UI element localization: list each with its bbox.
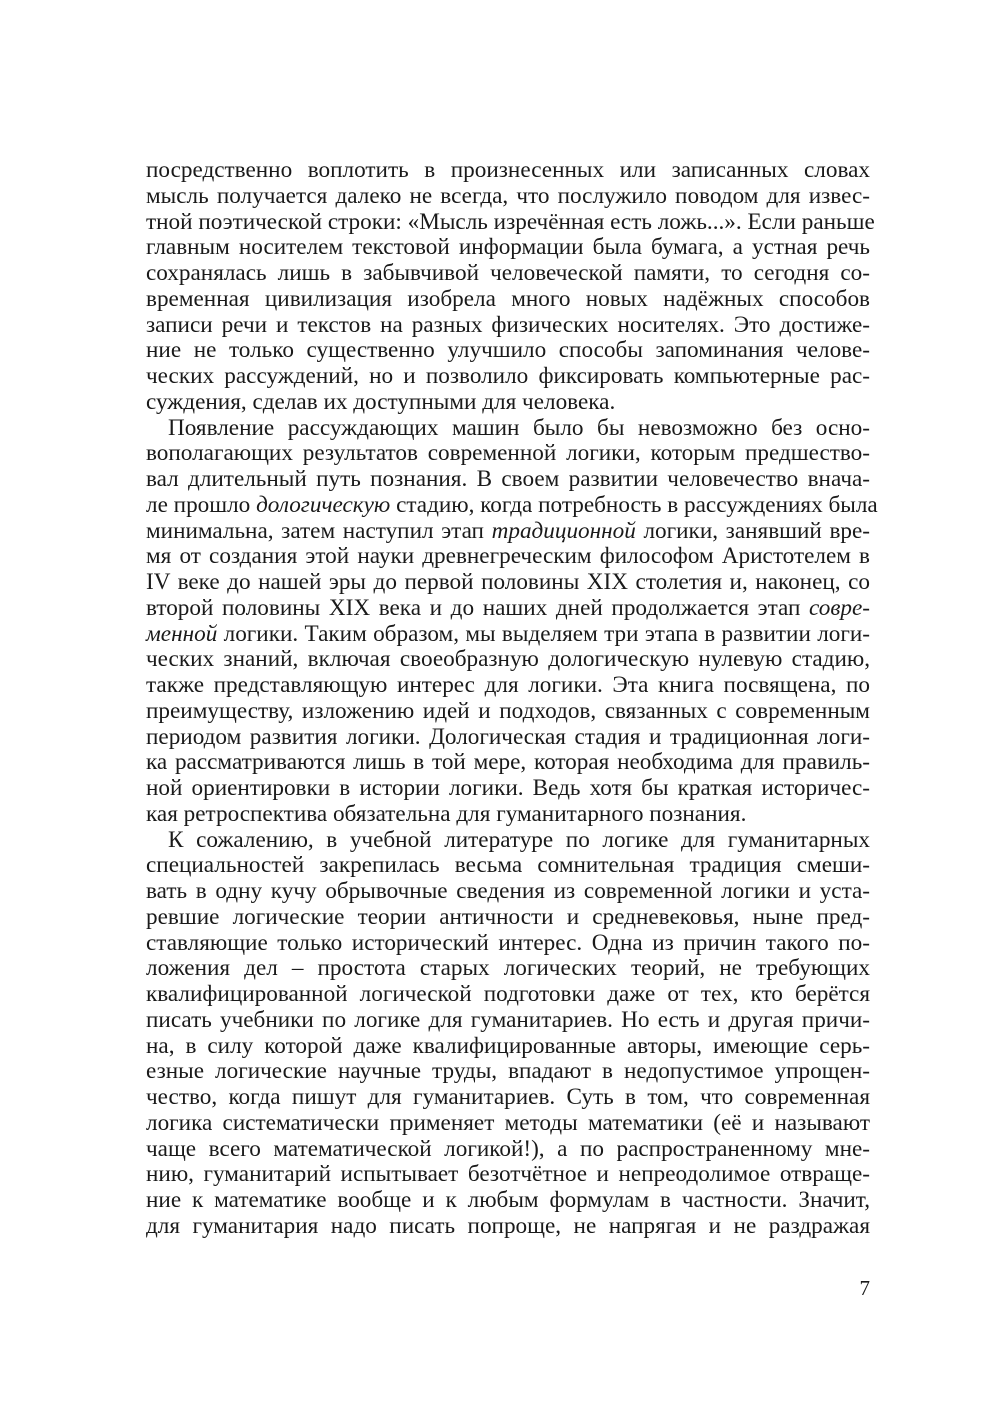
text-segment: суждения, сделав их доступными для человека. [146, 388, 616, 415]
text-line [146, 184, 870, 210]
text-segment: минимальна, затем наступил этап [146, 517, 492, 544]
text-line [146, 441, 870, 467]
text-line [146, 828, 870, 854]
text-line [146, 313, 870, 339]
text-line [146, 596, 870, 622]
text-segment: преимуществу, изложению идей и подходов, связанных с современным [146, 697, 870, 724]
text-segment: ревшие логические теории античности и средневековья, ныне пред- [146, 903, 870, 930]
italic-term: совре- [809, 594, 870, 621]
text-segment: квалифицированной логической подготовки даже от тех, кто берётся [146, 981, 870, 1007]
text-segment: IV веке до нашей эры до первой половины XIX столетия и, наконец, со [146, 569, 870, 595]
text-line [146, 725, 870, 751]
text-segment: для гуманитария надо писать попроще, не напрягая и не раздражая [146, 1212, 870, 1239]
text-line [146, 158, 870, 184]
paragraph [146, 414, 878, 828]
text-line [146, 879, 870, 905]
text-line [146, 853, 870, 879]
text-segment: логики. Таким образом, мы выделяем три этапа в развитии логи- [217, 620, 870, 647]
text-line [146, 261, 870, 287]
text-line [146, 776, 870, 802]
text-segment: главным носителем текстовой информации была бумага, а устная речь [146, 234, 870, 261]
text-segment: езные логические научные труды, впадают в недопустимое упрощен- [146, 1058, 870, 1085]
text-line [146, 467, 870, 493]
text-line [146, 287, 870, 313]
text-line [146, 622, 870, 648]
text-line [146, 956, 870, 982]
body-text [146, 157, 878, 1240]
italic-term: менной [146, 620, 218, 647]
text-segment: нию, гуманитарий испытывает безотчётное и непреодолимое отвраще- [146, 1161, 870, 1188]
text-line [146, 1008, 870, 1034]
text-segment: второй половины XIX века и до наших дней продолжается этап [146, 594, 810, 621]
text-line [146, 416, 870, 442]
paragraph [146, 157, 875, 416]
text-line [146, 750, 870, 776]
text-line [146, 390, 870, 416]
text-segment: посредственно воплотить в произнесенных или записанных словах [146, 157, 870, 183]
text-segment: кая ретроспектива обязательна для гуманитарного познания. [146, 800, 747, 827]
text-segment: вополагающих результатов современной логики, которым предшество- [146, 440, 870, 467]
text-segment: стадию, когда потребность в рассуждениях была [390, 491, 878, 518]
text-line [146, 1188, 870, 1214]
text-line [146, 647, 870, 673]
text-line [146, 1034, 870, 1060]
text-line [146, 364, 870, 390]
italic-term: традиционной [491, 517, 636, 544]
text-line [146, 338, 870, 364]
text-line [146, 1085, 870, 1111]
text-line [146, 1214, 870, 1240]
text-line [146, 673, 870, 699]
text-line [146, 519, 870, 545]
text-segment: ложения дел – простота старых логических теорий, не требующих [146, 955, 870, 982]
text-segment: ной ориентировки в истории логики. Ведь хотя бы краткая историчес- [146, 775, 870, 801]
text-segment: специальностей закрепилась весьма сомнительная традиция смеши- [146, 852, 870, 879]
text-line [146, 208, 875, 236]
text-segment: мысль получается далеко не всегда, что послужило поводом для извес- [146, 182, 870, 209]
text-segment: логики, занявший вре- [635, 517, 870, 544]
text-segment: также представляющую интерес для логики. Эта книга посвящена, по [146, 672, 870, 698]
text-segment: периодом развития логики. Дологическая стадия и традиционная логи- [146, 723, 870, 750]
text-segment: тной поэтической строки: «Мысль изречённая есть ложь...». Если раньше [146, 208, 875, 235]
text-line [146, 1137, 870, 1163]
text-segment: К сожалению, в учебной литературе по логике для гуманитарных [168, 826, 870, 853]
text-segment: логика систематически применяет методы математики (её и называют [146, 1109, 870, 1136]
text-line [146, 491, 878, 519]
text-segment: вал длительный путь познания. В своем развитии человечество внача- [146, 466, 870, 492]
text-line [146, 905, 870, 931]
text-line [146, 1162, 870, 1188]
text-segment: ческих рассуждений, но и позволило фиксировать компьютерные рас- [146, 363, 870, 389]
page-number: 7 [859, 1276, 870, 1300]
text-segment: на, в силу которой даже квалифицированные авторы, имеющие серь- [146, 1032, 870, 1059]
text-segment: временная цивилизация изобрела много новых надёжных способов [146, 285, 870, 312]
text-line [146, 802, 870, 828]
italic-term: дологическую [256, 491, 391, 518]
text-segment: ка рассматриваются лишь в той мере, которая необходима для правиль- [146, 749, 870, 776]
text-line [146, 982, 870, 1008]
text-segment: сохранялась лишь в забывчивой человеческой памяти, то сегодня со- [146, 260, 870, 286]
text-line [146, 544, 870, 570]
text-line [146, 235, 870, 261]
text-segment: чество, когда пишут для гуманитариев. Суть в том, что современная [146, 1084, 870, 1110]
text-line [146, 1059, 870, 1085]
text-line [146, 570, 870, 596]
text-segment: писать учебники по логике для гуманитариев. Но есть и другая причи- [146, 1006, 870, 1033]
text-segment: ле прошло [146, 491, 257, 518]
paragraph [146, 828, 870, 1240]
text-segment: ние к математике вообще и к любым формулам в частности. Значит, [146, 1187, 870, 1213]
text-segment: вать в одну кучу обрывочные сведения из современной логики и уста- [146, 878, 870, 904]
text-segment: записи речи и текстов на разных физических носителях. Это достиже- [146, 311, 870, 338]
text-segment: чаще всего математической логикой!), а по распространенному мне- [146, 1135, 870, 1162]
text-line [146, 931, 870, 957]
text-line [146, 1111, 870, 1137]
text-segment: ние не только существенно улучшило способы запоминания челове- [146, 337, 870, 364]
text-segment: ставляющие только исторический интерес. Одна из причин такого по- [146, 929, 870, 956]
text-line [146, 699, 870, 725]
text-segment: ческих знаний, включая своеобразную дологическую нулевую стадию, [146, 646, 870, 673]
text-segment: Появление рассуждающих машин было бы невозможно без осно- [168, 414, 870, 441]
text-segment: мя от создания этой науки древнегреческим философом Аристотелем в [146, 543, 870, 570]
